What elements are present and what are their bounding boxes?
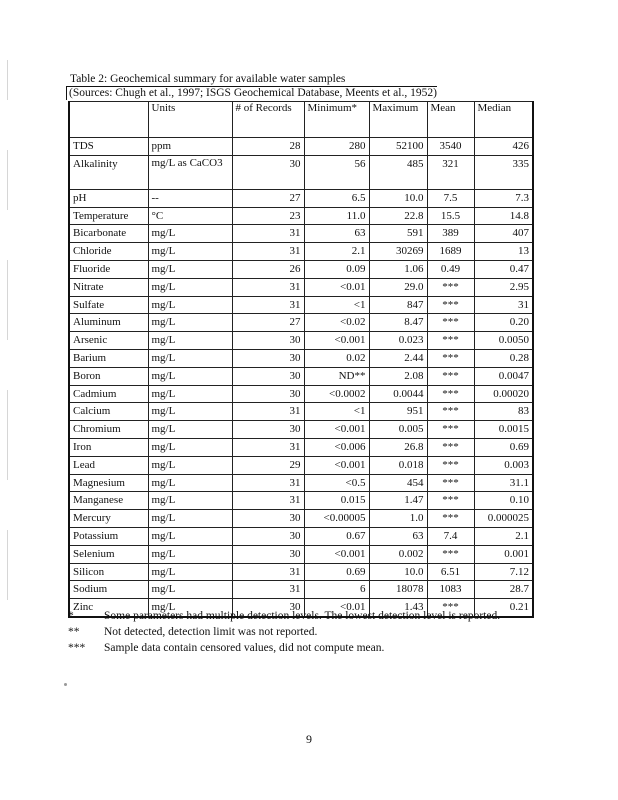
cell-units: mg/L <box>148 260 232 278</box>
cell-minimum: <0.001 <box>304 545 369 563</box>
cell-parameter: Nitrate <box>69 278 148 296</box>
cell-units: mg/L <box>148 474 232 492</box>
table-caption <box>70 73 437 100</box>
cell-minimum: <0.01 <box>304 599 369 617</box>
cell-maximum: 10.0 <box>369 563 427 581</box>
cell-parameter: Arsenic <box>69 332 148 350</box>
cell-median: 0.21 <box>474 599 533 617</box>
cell-units: mg/L <box>148 332 232 350</box>
cell-parameter: pH <box>69 189 148 207</box>
cell-records: 31 <box>232 278 304 296</box>
cell-minimum: <0.001 <box>304 456 369 474</box>
cell-records: 26 <box>232 260 304 278</box>
cell-maximum: 485 <box>369 155 427 189</box>
cell-maximum: 8.47 <box>369 314 427 332</box>
scan-edge-mark <box>7 530 8 600</box>
cell-units: mg/L <box>148 510 232 528</box>
table-row <box>69 438 533 456</box>
cell-parameter: Potassium <box>69 527 148 545</box>
cell-records: 30 <box>232 349 304 367</box>
footnote-text: Some parameters had multiple detection levels. The lowest detection level is reported. <box>104 610 501 622</box>
cell-median: 0.0015 <box>474 421 533 439</box>
cell-records: 30 <box>232 367 304 385</box>
geochemical-summary-table <box>68 101 534 618</box>
cell-mean: *** <box>427 385 474 403</box>
cell-records: 31 <box>232 225 304 243</box>
footnote-3 <box>68 640 500 656</box>
cell-parameter: Silicon <box>69 563 148 581</box>
cell-units: mg/L <box>148 492 232 510</box>
cell-units: mg/L as CaCO3 <box>148 155 232 189</box>
cell-maximum: 0.002 <box>369 545 427 563</box>
cell-units: mg/L <box>148 438 232 456</box>
cell-maximum: 52100 <box>369 138 427 156</box>
cell-units: mg/L <box>148 563 232 581</box>
cell-median: 2.95 <box>474 278 533 296</box>
cell-records: 29 <box>232 456 304 474</box>
cell-median: 426 <box>474 138 533 156</box>
header-cell-records: # of Records <box>232 102 304 138</box>
header-cell-units: Units <box>148 102 232 138</box>
cell-maximum: 1.06 <box>369 260 427 278</box>
cell-minimum: 0.67 <box>304 527 369 545</box>
table-row <box>69 456 533 474</box>
footnote-symbol: * <box>68 610 74 622</box>
cell-parameter: Temperature <box>69 207 148 225</box>
cell-minimum: <0.00005 <box>304 510 369 528</box>
cell-units: mg/L <box>148 314 232 332</box>
table-header-row <box>69 102 533 138</box>
cell-records: 31 <box>232 438 304 456</box>
cell-median: 31 <box>474 296 533 314</box>
table-row <box>69 332 533 350</box>
cell-median: 7.3 <box>474 189 533 207</box>
cell-parameter: Aluminum <box>69 314 148 332</box>
cell-median: 0.69 <box>474 438 533 456</box>
cell-minimum: <1 <box>304 296 369 314</box>
header-cell-minimum: Minimum* <box>304 102 369 138</box>
cell-minimum: 280 <box>304 138 369 156</box>
cell-parameter: Mercury <box>69 510 148 528</box>
cell-parameter: Iron <box>69 438 148 456</box>
cell-minimum: 0.015 <box>304 492 369 510</box>
cell-maximum: 2.44 <box>369 349 427 367</box>
table-row <box>69 349 533 367</box>
table-row <box>69 138 533 156</box>
cell-parameter: Barium <box>69 349 148 367</box>
cell-maximum: 847 <box>369 296 427 314</box>
cell-mean: 3540 <box>427 138 474 156</box>
cell-median: 0.10 <box>474 492 533 510</box>
table-row <box>69 296 533 314</box>
cell-mean: *** <box>427 367 474 385</box>
footnote-text: Not detected, detection limit was not reported. <box>104 626 318 638</box>
cell-parameter: Zinc <box>69 599 148 617</box>
cell-records: 30 <box>232 421 304 439</box>
cell-minimum: <0.001 <box>304 421 369 439</box>
cell-maximum: 30269 <box>369 243 427 261</box>
cell-minimum: <0.5 <box>304 474 369 492</box>
cell-units: mg/L <box>148 367 232 385</box>
table-body <box>69 138 533 617</box>
table-row <box>69 545 533 563</box>
cell-parameter: Manganese <box>69 492 148 510</box>
header-cell-median: Median <box>474 102 533 138</box>
cell-mean: *** <box>427 474 474 492</box>
cell-records: 27 <box>232 314 304 332</box>
cell-mean: 6.51 <box>427 563 474 581</box>
cell-mean: *** <box>427 332 474 350</box>
cell-parameter: Sodium <box>69 581 148 599</box>
cell-maximum: 10.0 <box>369 189 427 207</box>
cell-parameter: Calcium <box>69 403 148 421</box>
cell-mean: *** <box>427 421 474 439</box>
cell-median: 0.20 <box>474 314 533 332</box>
cell-minimum: <0.02 <box>304 314 369 332</box>
cell-mean: 1689 <box>427 243 474 261</box>
cell-units: -- <box>148 189 232 207</box>
cell-mean: 1083 <box>427 581 474 599</box>
cell-maximum: 2.08 <box>369 367 427 385</box>
cell-mean: 7.4 <box>427 527 474 545</box>
cell-parameter: Alkalinity <box>69 155 148 189</box>
cell-median: 335 <box>474 155 533 189</box>
cell-records: 28 <box>232 138 304 156</box>
cell-records: 31 <box>232 296 304 314</box>
cell-parameter: TDS <box>69 138 148 156</box>
table-row <box>69 314 533 332</box>
cell-units: mg/L <box>148 296 232 314</box>
cell-mean: 15.5 <box>427 207 474 225</box>
cell-maximum: 591 <box>369 225 427 243</box>
cell-units: mg/L <box>148 581 232 599</box>
cell-parameter: Sulfate <box>69 296 148 314</box>
table-row <box>69 563 533 581</box>
cell-maximum: 63 <box>369 527 427 545</box>
cell-maximum: 454 <box>369 474 427 492</box>
cell-parameter: Selenium <box>69 545 148 563</box>
table-row <box>69 225 533 243</box>
cell-mean: 321 <box>427 155 474 189</box>
cell-maximum: 1.0 <box>369 510 427 528</box>
cell-median: 2.1 <box>474 527 533 545</box>
cell-units: mg/L <box>148 403 232 421</box>
cell-records: 31 <box>232 403 304 421</box>
cell-units: mg/L <box>148 545 232 563</box>
header-cell-maximum: Maximum <box>369 102 427 138</box>
cell-median: 0.000025 <box>474 510 533 528</box>
cell-units: mg/L <box>148 278 232 296</box>
cell-units: mg/L <box>148 243 232 261</box>
scan-edge-mark <box>7 150 8 210</box>
cell-median: 83 <box>474 403 533 421</box>
cell-records: 30 <box>232 155 304 189</box>
cell-minimum: <0.006 <box>304 438 369 456</box>
cell-mean: *** <box>427 349 474 367</box>
cell-records: 31 <box>232 474 304 492</box>
caption-sources: (Sources: Chugh et al., 1997; ISGS Geochemical Database, Meents et al., 1952) <box>66 86 437 100</box>
cell-maximum: 22.8 <box>369 207 427 225</box>
cell-records: 30 <box>232 332 304 350</box>
cell-maximum: 951 <box>369 403 427 421</box>
scan-edge-mark <box>7 390 8 480</box>
footnote-symbol: *** <box>68 642 86 654</box>
scan-edge-mark <box>7 260 8 340</box>
caption-title: Table 2: Geochemical summary for available water samples <box>70 73 346 85</box>
cell-median: 0.001 <box>474 545 533 563</box>
table-row <box>69 474 533 492</box>
cell-minimum: <0.001 <box>304 332 369 350</box>
table-row <box>69 403 533 421</box>
cell-mean: *** <box>427 456 474 474</box>
cell-parameter: Chloride <box>69 243 148 261</box>
cell-records: 30 <box>232 527 304 545</box>
cell-units: mg/L <box>148 421 232 439</box>
cell-records: 30 <box>232 510 304 528</box>
cell-records: 31 <box>232 492 304 510</box>
cell-records: 30 <box>232 545 304 563</box>
scan-edge-mark <box>7 60 8 100</box>
table-row <box>69 492 533 510</box>
header-cell-mean: Mean <box>427 102 474 138</box>
cell-median: 0.28 <box>474 349 533 367</box>
cell-median: 0.0050 <box>474 332 533 350</box>
cell-units: °C <box>148 207 232 225</box>
cell-parameter: Boron <box>69 367 148 385</box>
table-row <box>69 421 533 439</box>
cell-units: mg/L <box>148 599 232 617</box>
header-cell-parameter <box>69 102 148 138</box>
cell-mean: *** <box>427 296 474 314</box>
cell-records: 23 <box>232 207 304 225</box>
page-number: 9 <box>306 732 312 746</box>
table-row <box>69 243 533 261</box>
table-row <box>69 155 533 189</box>
cell-units: mg/L <box>148 385 232 403</box>
cell-records: 27 <box>232 189 304 207</box>
cell-minimum: <1 <box>304 403 369 421</box>
table-row <box>69 527 533 545</box>
cell-parameter: Chromium <box>69 421 148 439</box>
cell-parameter: Magnesium <box>69 474 148 492</box>
cell-units: mg/L <box>148 349 232 367</box>
cell-median: 14.8 <box>474 207 533 225</box>
cell-minimum: 56 <box>304 155 369 189</box>
cell-mean: *** <box>427 403 474 421</box>
cell-mean: *** <box>427 510 474 528</box>
cell-mean: *** <box>427 278 474 296</box>
cell-minimum: <0.01 <box>304 278 369 296</box>
cell-minimum: 63 <box>304 225 369 243</box>
table-row <box>69 510 533 528</box>
cell-mean: *** <box>427 314 474 332</box>
table-row <box>69 367 533 385</box>
cell-median: 28.7 <box>474 581 533 599</box>
cell-maximum: 0.005 <box>369 421 427 439</box>
table-row <box>69 207 533 225</box>
cell-records: 30 <box>232 599 304 617</box>
cell-records: 30 <box>232 385 304 403</box>
cell-maximum: 0.018 <box>369 456 427 474</box>
table-row <box>69 581 533 599</box>
cell-records: 31 <box>232 563 304 581</box>
cell-minimum: 11.0 <box>304 207 369 225</box>
cell-mean: *** <box>427 492 474 510</box>
table-row <box>69 189 533 207</box>
cell-maximum: 0.0044 <box>369 385 427 403</box>
cell-mean: 7.5 <box>427 189 474 207</box>
cell-maximum: 29.0 <box>369 278 427 296</box>
cell-units: mg/L <box>148 456 232 474</box>
cell-units: mg/L <box>148 225 232 243</box>
cell-minimum: <0.0002 <box>304 385 369 403</box>
cell-parameter: Bicarbonate <box>69 225 148 243</box>
cell-records: 31 <box>232 243 304 261</box>
cell-units: ppm <box>148 138 232 156</box>
cell-mean: *** <box>427 545 474 563</box>
footnote-2 <box>68 624 500 640</box>
cell-mean: *** <box>427 438 474 456</box>
cell-records: 31 <box>232 581 304 599</box>
cell-median: 407 <box>474 225 533 243</box>
cell-median: 0.003 <box>474 456 533 474</box>
cell-minimum: 6 <box>304 581 369 599</box>
cell-median: 0.00020 <box>474 385 533 403</box>
cell-median: 7.12 <box>474 563 533 581</box>
table-row <box>69 260 533 278</box>
cell-maximum: 26.8 <box>369 438 427 456</box>
cell-maximum: 18078 <box>369 581 427 599</box>
footnote-symbol: ** <box>68 626 80 638</box>
cell-mean: *** <box>427 599 474 617</box>
footnote-text: Sample data contain censored values, did not compute mean. <box>104 642 385 654</box>
cell-maximum: 0.023 <box>369 332 427 350</box>
cell-parameter: Fluoride <box>69 260 148 278</box>
table-row <box>69 278 533 296</box>
cell-maximum: 1.43 <box>369 599 427 617</box>
cell-mean: 0.49 <box>427 260 474 278</box>
cell-maximum: 1.47 <box>369 492 427 510</box>
cell-median: 0.47 <box>474 260 533 278</box>
cell-median: 31.1 <box>474 474 533 492</box>
cell-minimum: 6.5 <box>304 189 369 207</box>
footnotes <box>68 608 500 656</box>
cell-parameter: Lead <box>69 456 148 474</box>
cell-minimum: 0.02 <box>304 349 369 367</box>
cell-mean: 389 <box>427 225 474 243</box>
cell-units: mg/L <box>148 527 232 545</box>
table-row <box>69 385 533 403</box>
cell-median: 0.0047 <box>474 367 533 385</box>
cell-minimum: ND** <box>304 367 369 385</box>
cell-median: 13 <box>474 243 533 261</box>
cell-minimum: 2.1 <box>304 243 369 261</box>
cell-minimum: 0.69 <box>304 563 369 581</box>
cell-parameter: Cadmium <box>69 385 148 403</box>
cell-minimum: 0.09 <box>304 260 369 278</box>
scan-speck <box>64 683 67 686</box>
footnote-1 <box>68 608 500 624</box>
